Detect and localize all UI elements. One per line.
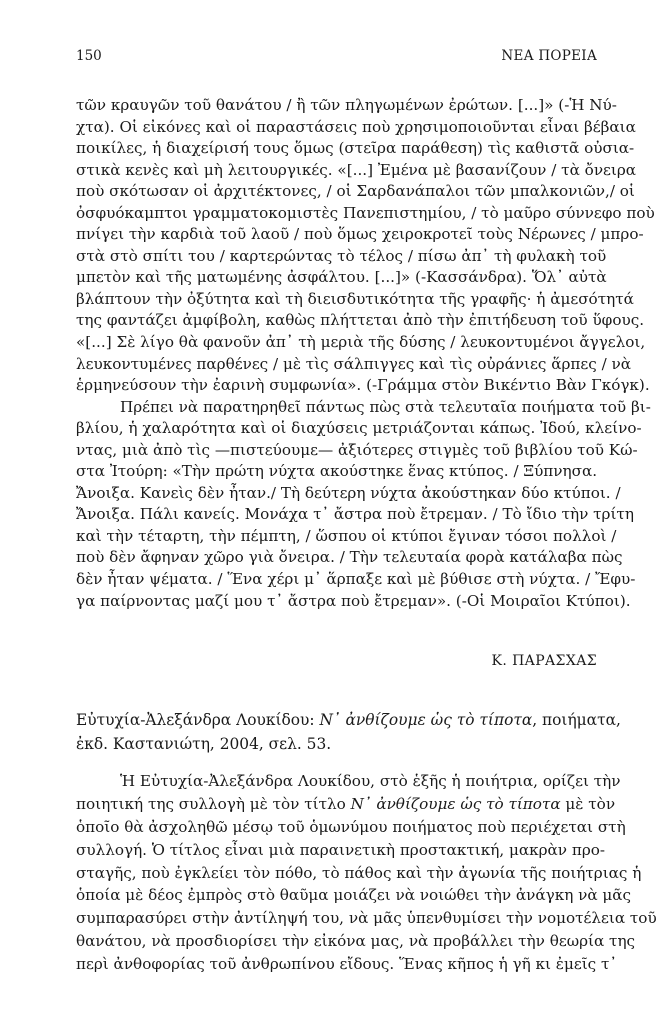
text-line: ὁποῖο θὰ ἀσχοληθῶ μέσῳ τοῦ ὁμωνύμου ποιήματος ποὺ περιέχεται στὴ <box>76 817 626 836</box>
text-fragment: μὲ τὸν <box>560 794 616 813</box>
text-line: Ἄνοιξα. Κανεὶς δὲν ἦταν./ Τὴ δεύτερη νύχτα ἀκούστηκαν δύο κτύποι. / <box>76 483 621 502</box>
text-line: συμπαρασύρει στὴν ἀντίληψή του, νὰ μᾶς ὑπενθυμίσει τὴν νομοτέλεια τοῦ <box>76 909 657 928</box>
text-line: στὰ στὸ σπίτι του / καρτερώντας τὸ τέλος / πίσω ἀπ᾽ τὴ φυλακὴ τοῦ <box>76 246 607 265</box>
text-line: ποὺ σκότωσαν οἱ ἀρχιτέκτονες, / οἱ Σαρδανάπαλοι τῶν μπαλκονιῶν,/ οἱ <box>76 182 635 201</box>
text-line: λευκοντυμένες παρθένες / μὲ τὶς σάλπιγγες καὶ τὶς οὐράνιες ἅρπες / νὰ <box>76 354 632 373</box>
text-line: δὲν ἦταν ψέματα. / Ἕνα χέρι μ᾽ ἅρπαξε καὶ μὲ βύθισε στὴ νύχτα. / Ἔφυ- <box>76 570 636 589</box>
journal-title: ΝΕΑ ΠΟΡΕΙΑ <box>501 48 597 64</box>
text-line: στικὰ κενὲς καὶ μὴ λειτουργικές. «[...] Ἐμένα μὲ βασανίζουν / τὰ ὄνειρα <box>76 160 637 179</box>
text-line: βλάπτουν τὴν ὀξύτητα καὶ τὴ διεισδυτικότητα τῆς γραφῆς· ἡ ἀμεσότητά <box>76 289 634 308</box>
text-line: συλλογή. Ὁ τίτλος εἶναι μιὰ παραινετικὴ προστακτική, μακρὰν προ- <box>76 840 606 859</box>
review-2-body <box>76 770 657 976</box>
text-line: μπετὸν καὶ τῆς ματωμένης ἀσφάλτου. [...]» (-Κασσάνδρα). Ὅλ᾽ αὐτὰ <box>76 268 607 287</box>
text-line: Πρέπει νὰ παρατηρηθεῖ πάντως πὼς στὰ τελευταῖα ποιήματα τοῦ βι- <box>120 397 651 416</box>
book-author: Εὐτυχία-Ἀλεξάνδρα Λουκίδου: <box>76 711 320 729</box>
running-head <box>76 46 597 66</box>
text-line: «[...] Σὲ λίγο θὰ φανοῦν ἀπ᾽ τὴ μεριὰ τῆς δύσης / λευκοντυμένοι ἄγγελοι, <box>76 333 646 352</box>
text-line: στα Ἰτούρη: «Τὴν πρώτη νύχτα ακούστηκε ἕνας κτύπος. / Ξύπνησα. <box>76 462 598 481</box>
text-line: θανάτου, νὰ προσδιορίσει τὴν εἰκόνα μας, νὰ προβάλλει τὴν θεωρία της <box>76 932 636 951</box>
text-line: ποὺ δὲν ἄφηναν χῶρο γιὰ ὄνειρα. / Τὴν τελευταία φορὰ κατάλαβα πὼς <box>76 548 623 567</box>
text-line: καὶ τὴν τέταρτη, τὴν πέμπτη, / ὥσπου οἱ κτύποι ἔγιναν τόσοι πολλοὶ / <box>76 526 617 545</box>
book-reference <box>76 708 621 756</box>
text-line: ἑρμηνεύσουν τὴν ἐαρινὴ συμφωνία». (-Γράμμα στὸν Βικέντιο Βὰν Γκόγκ). <box>76 376 650 395</box>
text-line: πνίγει τὴν καρδιὰ τοῦ λαοῦ / ποὺ ὅμως χειροκροτεῖ τοὺς Νέρωνες / μπρο- <box>76 225 644 244</box>
text-line: βλίου, ἡ χαλαρότητα καὶ οἱ διαχύσεις μετριάζονται κάπως. Ἰδού, κλείνο- <box>76 419 642 438</box>
text-line: περὶ ἀνθοφορίας τοῦ ἀνθρωπίνου εἴδους. Ἕνας κῆπος ἡ γῆ κι ἐμεῖς τ᾽ <box>76 955 617 974</box>
review-1-body <box>76 95 655 612</box>
book-publisher-line: ἐκδ. Καστανιώτη, 2004, σελ. 53. <box>76 735 332 753</box>
text-line: Ἡ Εὐτυχία-Ἀλεξάνδρα Λουκίδου, στὸ ἑξῆς ἡ ποιήτρια, ορίζει τὴν <box>120 772 621 790</box>
text-line: της φαντάζει ἀμφίβολη, καθὼς πλήττεται ἀπὸ τὴν ἐπιτήδευση τοῦ ὕφους. <box>76 311 645 330</box>
text-line: Ἄνοιξα. Πάλι κανείς. Μονάχα τ᾽ ἄστρα ποὺ ἔτρεμαν. / Τὸ ἴδιο τὴν τρίτη <box>76 505 634 524</box>
text-line: σταγῆς, ποὺ ἐγκλείει τὸν πόθο, τὸ πάθος καὶ τὴν ἀγωνία τῆς ποιήτριας ἡ <box>76 863 642 882</box>
text-line-with-title <box>76 793 616 816</box>
book-title: Ν᾽ ἀνθίζουμε ὡς τὸ τίποτα <box>319 711 533 729</box>
inline-book-title: Ν᾽ ἀνθίζουμε ὡς τὸ τίποτα <box>350 794 561 813</box>
text-line: τῶν κραυγῶν τοῦ θανάτου / ἢ τῶν πληγωμένων ἐρώτων. [...]» (-Ἡ Νύ- <box>76 96 617 114</box>
text-fragment: ποιητική της συλλογὴ μὲ τὸν τίτλο <box>76 794 351 813</box>
text-line: ὁποία μὲ δέος ἐμπρὸς στὸ θαῦμα μοιάζει νὰ νοιώθει τὴν ἀνάγκη νὰ μᾶς <box>76 886 632 905</box>
reviewer-signature: Κ. ΠΑΡΑΣΧΑΣ <box>491 653 597 669</box>
text-line: ποικίλες, ἡ διαχείρισή τους ὅμως (στεῖρα παράθεση) τὶς καθιστᾶ οὐσια- <box>76 139 635 158</box>
book-details: , ποιήματα, <box>532 711 621 729</box>
text-line: ὀσφυόκαμπτοι γραμματοκομιστὲς Πανεπιστημίου, / τὸ μαῦρο σύννεφο ποὺ <box>76 203 655 222</box>
text-line: γα παίρνοντας μαζί μου τ᾽ ἄστρα ποὺ ἔτρεμαν». (-Οἱ Μοιραῖοι Κτύποι). <box>76 591 631 610</box>
book-reference-line <box>76 708 621 732</box>
page-number: 150 <box>76 48 102 64</box>
text-line: ντας, μιὰ ἀπὸ τὶς —πιστεύουμε— ἀξιότερες στιγμὲς τοῦ βιβλίου τοῦ Κώ- <box>76 440 638 459</box>
text-line: χτα). Οἱ εἰκόνες καὶ οἱ παραστάσεις ποὺ χρησιμοποιοῦνται εἶναι βέβαια <box>76 117 636 136</box>
